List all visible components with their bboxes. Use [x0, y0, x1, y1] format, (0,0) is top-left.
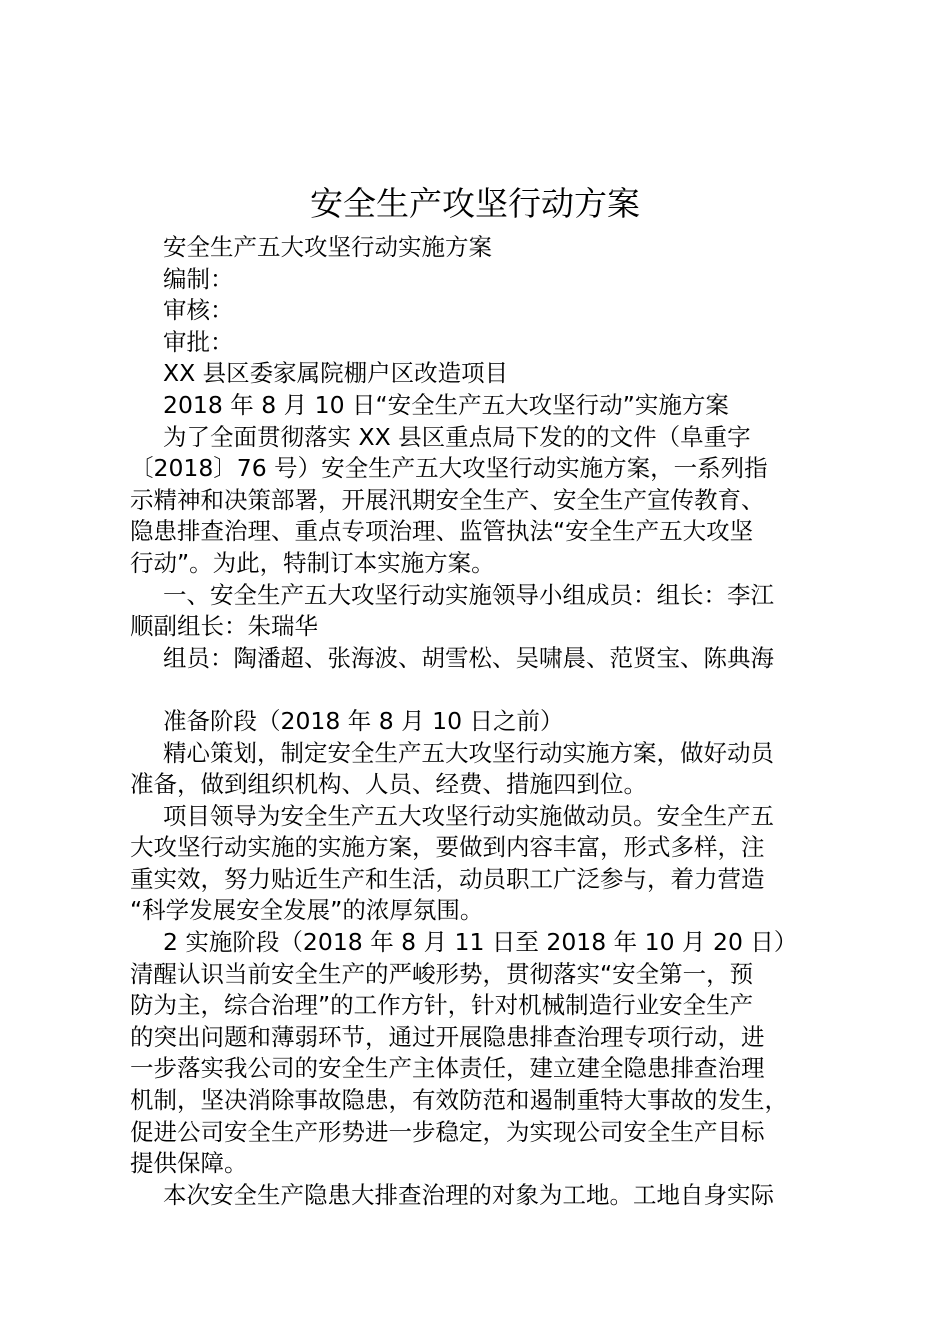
reviewer-field: 审核：: [163, 296, 234, 325]
document-title: 安全生产攻坚行动方案: [310, 184, 640, 223]
paragraph-line: 一步落实我公司的安全生产主体责任，建立建全隐患排查治理: [130, 1054, 765, 1083]
paragraph-line: 行动”。为此，特制订本实施方案。: [130, 548, 495, 577]
paragraph-line: 的突出问题和薄弱环节，通过开展隐患排查治理专项行动，进: [130, 1022, 765, 1051]
phase-heading-line: 准备阶段（2018 年 8 月 10 日之前）: [163, 706, 564, 735]
approver-field: 审批：: [163, 327, 234, 356]
members-line: 组员：陶潘超、张海波、胡雪松、吴啸晨、范贤宝、陈典海: [163, 643, 774, 672]
paragraph-line: 清醒认识当前安全生产的严峻形势，贯彻落实“安全第一，预: [130, 959, 754, 988]
date-heading-line: 2018 年 8 月 10 日“安全生产五大攻坚行动”实施方案: [163, 390, 729, 419]
paragraph-line: 为了全面贯彻落实 XX 县区重点局下发的的文件（阜重字: [163, 422, 751, 451]
paragraph-line: 促进公司安全生产形势进一步稳定，为实现公司安全生产目标: [130, 1117, 765, 1146]
paragraph-line: 隐患排查治理、重点专项治理、监管执法“安全生产五大攻坚: [130, 517, 754, 546]
paragraph-line: 重实效，努力贴近生产和生活，动员职工广泛参与，着力营造: [130, 864, 765, 893]
phase-heading-line: 2 实施阶段（2018 年 8 月 11 日至 2018 年 10 月 20 日）: [163, 928, 798, 957]
paragraph-line: “科学发展安全发展”的浓厚氛围。: [130, 896, 484, 925]
leadership-line: 顺副组长：朱瑞华: [130, 612, 318, 641]
paragraph-line: 防为主，综合治理”的工作方针，针对机械制造行业安全生产: [130, 991, 754, 1020]
leadership-line: 一、安全生产五大攻坚行动实施领导小组成员：组长：李江: [163, 580, 774, 609]
paragraph-line: 〔2018〕76 号）安全生产五大攻坚行动实施方案，一系列指: [130, 454, 768, 483]
paragraph-line: 本次安全生产隐患大排查治理的对象为工地。工地自身实际: [163, 1180, 774, 1209]
paragraph-line: 项目领导为安全生产五大攻坚行动实施做动员。安全生产五: [163, 801, 774, 830]
paragraph-line: 精心策划，制定安全生产五大攻坚行动实施方案，做好动员: [163, 738, 774, 767]
paragraph-line: 机制，坚决消除事故隐患，有效防范和遏制重特大事故的发生，: [130, 1086, 788, 1115]
project-name-line: XX 县区委家属院棚户区改造项目: [163, 359, 509, 388]
subtitle-line: 安全生产五大攻坚行动实施方案: [163, 233, 492, 261]
paragraph-line: 提供保障。: [130, 1149, 248, 1178]
paragraph-line: 大攻坚行动实施的实施方案，要做到内容丰富，形式多样，注: [130, 833, 765, 862]
editor-field: 编制：: [163, 264, 234, 293]
document-body: [130, 232, 830, 1211]
paragraph-line: 示精神和决策部署，开展汛期安全生产、安全生产宣传教育、: [130, 485, 765, 514]
paragraph-line: 准备，做到组织机构、人员、经费、措施四到位。: [130, 770, 647, 799]
blank-line: [130, 674, 830, 706]
